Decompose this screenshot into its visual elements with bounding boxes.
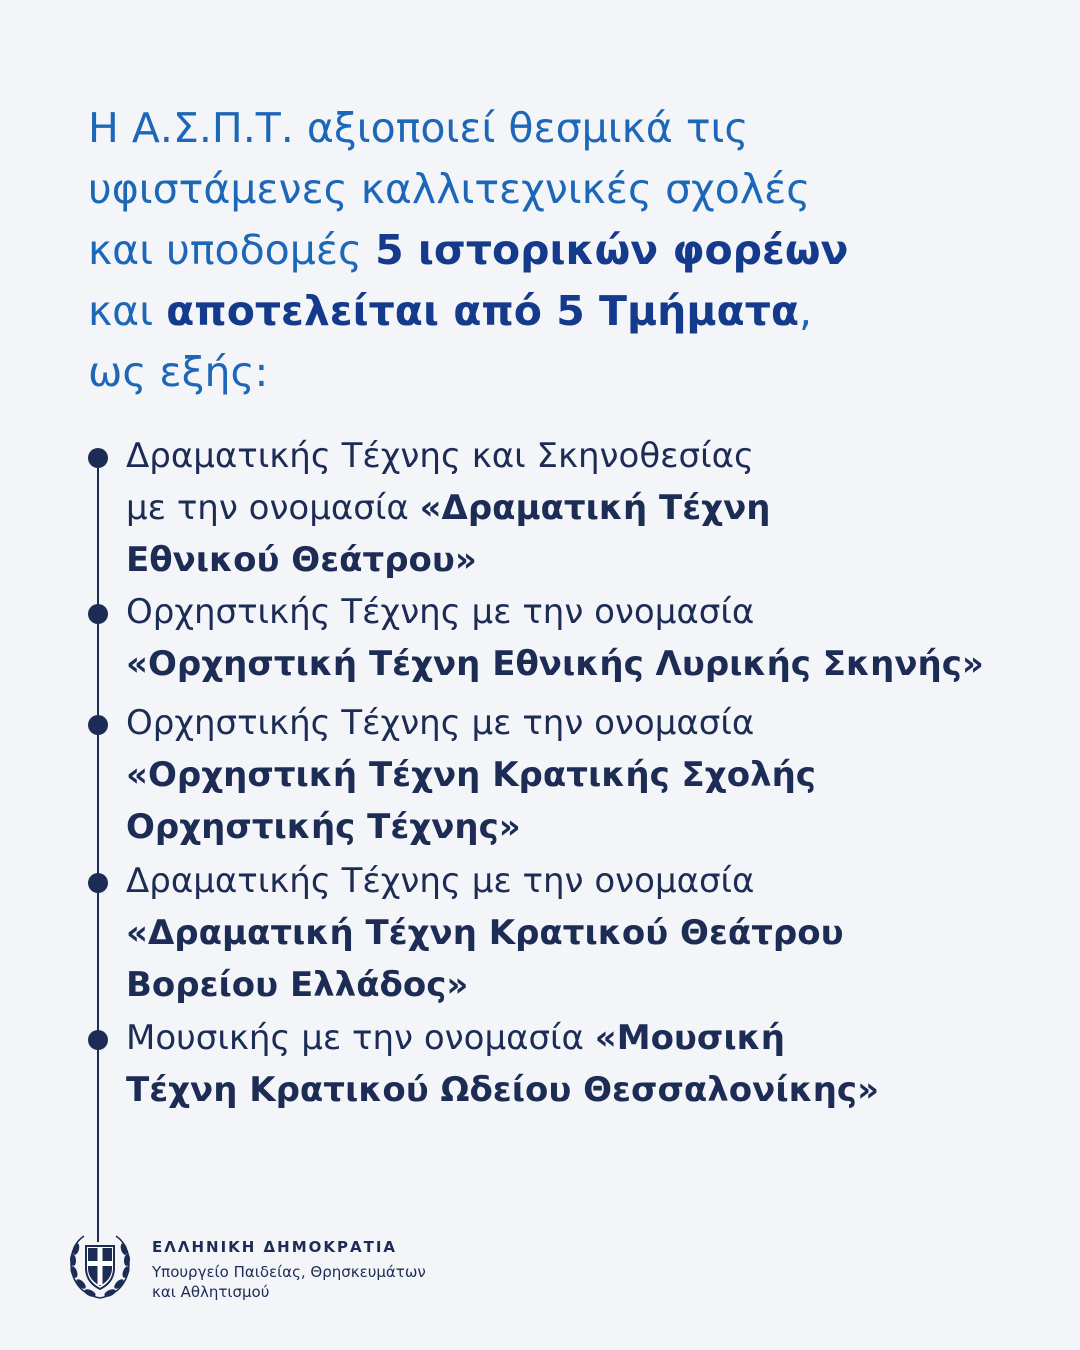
headline-highlight-departments: αποτελείται από 5 Τμήματα	[166, 287, 800, 335]
department-item-1-line-3	[126, 534, 1026, 586]
bullet-dot-icon	[88, 873, 108, 893]
footer	[62, 1228, 562, 1308]
bullet-dot-icon	[88, 448, 108, 468]
department-item-3-line-2	[126, 749, 1026, 801]
headline	[88, 98, 1048, 403]
department-item-5-line-2	[126, 1064, 1026, 1116]
department-item-1	[126, 430, 1026, 586]
department-item-2-line-2	[126, 638, 1026, 690]
department-item-4-name: «Δραματική Τέχνη Κρατικού Θεάτρου	[126, 913, 844, 953]
department-item-3-name: «Ορχηστική Τέχνη Κρατικής Σχολής	[126, 755, 816, 795]
greek-coat-of-arms-icon	[62, 1228, 138, 1304]
headline-line-2: υφιστάμενες καλλιτεχνικές σχολές	[88, 165, 811, 213]
department-item-2-name: «Ορχηστική Τέχνη Εθνικής Λυρικής Σκηνής»	[126, 644, 984, 684]
headline-line-4: και αποτελείται από 5 Τμήματα,	[88, 287, 813, 335]
ministry-name-line-1: Υπουργείο Παιδείας, Θρησκευμάτων	[152, 1263, 426, 1281]
department-item-5-line-1: Μουσικής με την ονομασία «Μουσική	[126, 1018, 785, 1058]
org-name: ΕΛΛΗΝΙΚΗ ΔΗΜΟΚΡΑΤΙΑ	[152, 1238, 398, 1256]
department-item-3	[126, 697, 1026, 853]
bullet-dot-icon	[88, 1030, 108, 1050]
department-item-4-line-2	[126, 907, 1026, 959]
headline-line-3: και υποδομές 5 ιστορικών φορέων	[88, 226, 849, 274]
headline-highlight-institutions: 5 ιστορικών φορέων	[375, 226, 849, 274]
department-item-3-line-1: Ορχηστικής Τέχνης με την ονομασία	[126, 703, 755, 743]
department-item-2	[126, 586, 1026, 690]
department-item-5-name: «Μουσική	[594, 1018, 785, 1058]
department-item-3-line-3	[126, 801, 1026, 853]
department-item-1-name-cont: Εθνικού Θεάτρου»	[126, 540, 477, 580]
timeline-line	[97, 452, 99, 1242]
department-item-4-line-1: Δραματικής Τέχνης με την ονομασία	[126, 861, 755, 901]
department-item-4-line-3	[126, 959, 1026, 1011]
department-item-1-line-1: Δραματικής Τέχνης και Σκηνοθεσίας	[126, 436, 754, 476]
bullet-dot-icon	[88, 715, 108, 735]
headline-line-1: Η Α.Σ.Π.Τ. αξιοποιεί θεσμικά τις	[88, 104, 749, 152]
department-item-5	[126, 1012, 1026, 1116]
department-item-4-name-cont: Βορείου Ελλάδος»	[126, 965, 469, 1005]
ministry-name	[152, 1262, 426, 1302]
department-item-3-name-cont: Ορχηστικής Τέχνης»	[126, 807, 521, 847]
headline-line-5: ως εξής:	[88, 348, 269, 396]
bullet-dot-icon	[88, 604, 108, 624]
department-item-2-line-1: Ορχηστικής Τέχνης με την ονομασία	[126, 592, 755, 632]
ministry-name-line-2: και Αθλητισμού	[152, 1283, 270, 1301]
department-item-1-line-2: με την ονομασία «Δραματική Τέχνη	[126, 488, 771, 528]
department-item-4	[126, 855, 1026, 1011]
department-item-5-name-cont: Τέχνη Κρατικού Ωδείου Θεσσαλονίκης»	[126, 1070, 880, 1110]
department-item-1-name: «Δραματική Τέχνη	[419, 488, 771, 528]
